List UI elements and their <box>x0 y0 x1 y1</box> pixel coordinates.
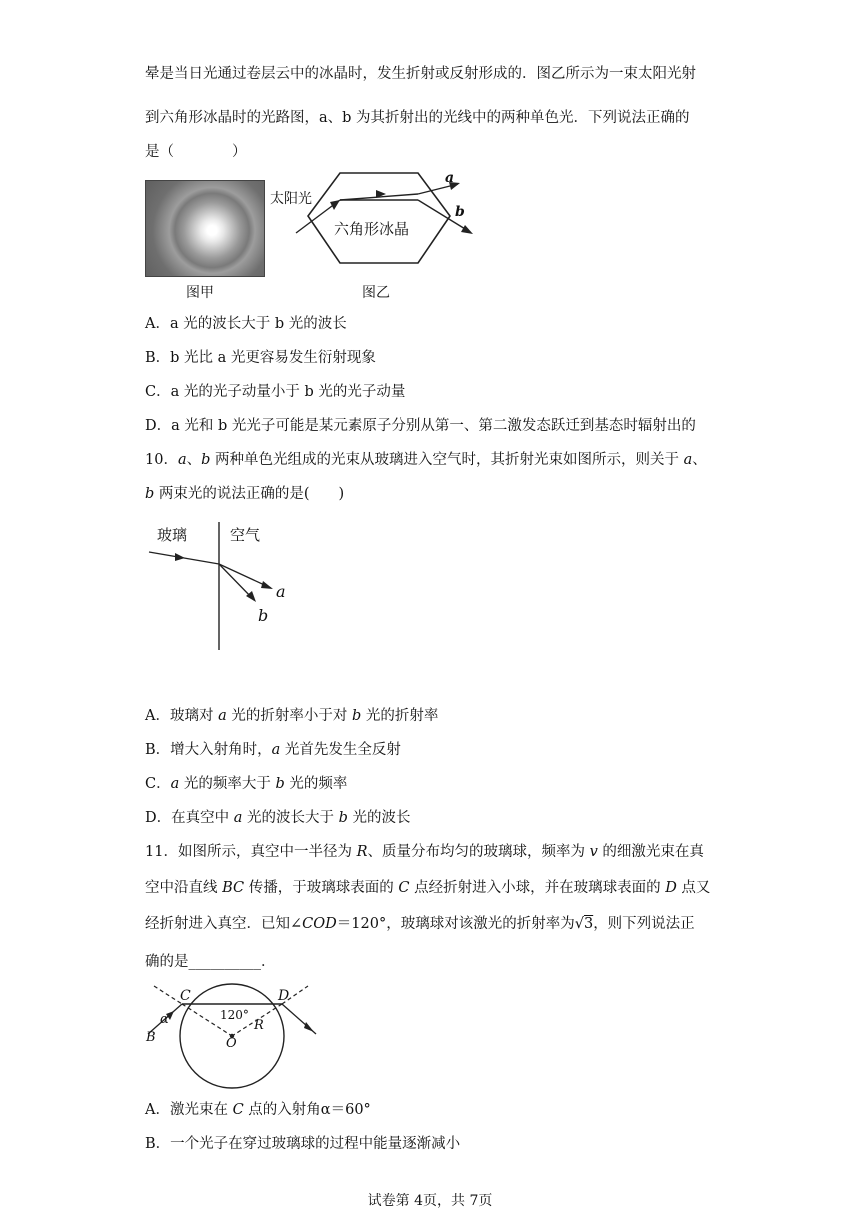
label-ray-b: b <box>455 204 465 220</box>
label-sunlight: 太阳光 <box>270 191 312 207</box>
q11-stem-line2: 空中沿直线 BC 传播，于玻璃球表面的 C 点经折射进入小球，并在玻璃球表面的 D 点又 <box>145 880 711 896</box>
label-beam-a: a <box>276 582 286 601</box>
q11-option-a: A．激光束在 C 点的入射角α＝60° <box>145 1102 371 1118</box>
q9-stem-line1: 晕是当日光通过卷层云中的冰晶时，发生折射或反射形成的．图乙所示为一束太阳光射 <box>145 66 696 82</box>
label-point-c: C <box>180 988 191 1004</box>
q9-stem-line2: 到六角形冰晶时的光路图，a、b 为其折射出的光线中的两种单色光．下列说法正确的 <box>145 110 690 126</box>
label-radius-r: R <box>254 1018 264 1033</box>
caption-fig-jia: 图甲 <box>186 285 214 301</box>
page-footer: 试卷第 4页，共 7页 <box>367 1193 493 1209</box>
caption-fig-yi: 图乙 <box>362 285 390 301</box>
q10-option-a: A．玻璃对 a 光的折射率小于对 b 光的折射率 <box>145 708 439 724</box>
sqrt-expression: √3 <box>574 916 594 932</box>
label-glass: 玻璃 <box>157 526 188 544</box>
q11-stem-line4: 确的是__________． <box>145 954 276 970</box>
q10-stem-line2: b 两束光的说法正确的是( ) <box>145 486 345 502</box>
q9-option-d: D．a 光和 b 光光子可能是某元素原子分别从第一、第二激发态跃迁到基态时辐射出的 <box>145 418 696 434</box>
q9-option-c: C．a 光的光子动量小于 b 光的光子动量 <box>145 384 406 400</box>
label-angle-120: 120° <box>220 1008 249 1022</box>
label-air: 空气 <box>230 526 261 544</box>
label-beam-b: b <box>258 606 269 625</box>
label-alpha: α <box>160 1012 169 1027</box>
q11-option-b: B．一个光子在穿过玻璃球的过程中能量逐渐减小 <box>145 1136 461 1152</box>
q9-option-b: B．b 光比 a 光更容易发生衍射现象 <box>145 350 376 366</box>
q10-option-d: D．在真空中 a 光的波长大于 b 光的波长 <box>145 810 411 826</box>
label-hexagon-crystal: 六角形冰晶 <box>334 220 410 238</box>
q10-stem-line1: 10．a、b 两种单色光组成的光束从玻璃进入空气时，其折射光束如图所示，则关于 a、 <box>145 452 707 468</box>
label-point-d: D <box>278 988 290 1004</box>
label-center-o: O <box>226 1036 237 1051</box>
q9-stem-line3: 是（ ） <box>145 144 247 160</box>
halo-photo <box>145 180 265 277</box>
label-ray-a: a <box>445 170 455 186</box>
q10-option-c: C．a 光的频率大于 b 光的频率 <box>145 776 348 792</box>
q11-stem-line1: 11．如图所示，真空中一半径为 R、质量分布均匀的玻璃球，频率为 v 的细激光束在真 <box>145 844 704 860</box>
label-point-b: B <box>146 1030 156 1045</box>
q11-stem-line3: 经折射进入真空．已知∠COD＝120°，玻璃球对该激光的折射率为√3，则下列说法正 <box>145 916 695 932</box>
q9-option-a: A．a 光的波长大于 b 光的波长 <box>145 316 347 332</box>
q10-option-b: B．增大入射角时，a 光首先发生全反射 <box>145 742 401 758</box>
